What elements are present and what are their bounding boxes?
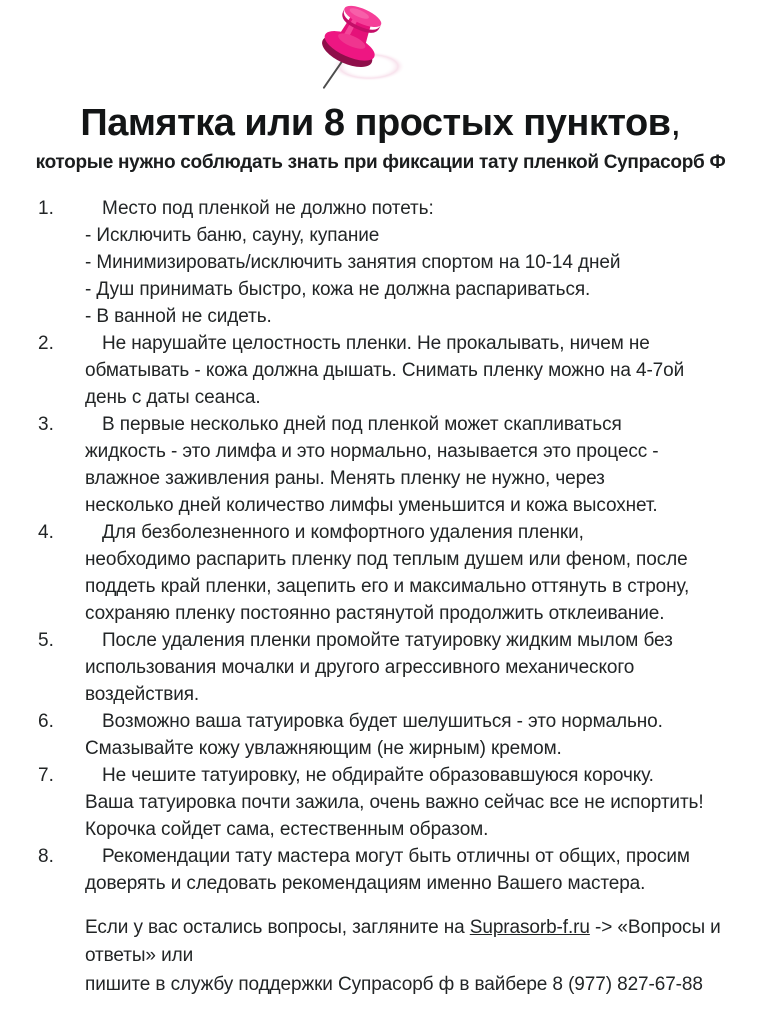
item-number: 6. xyxy=(38,710,54,732)
item-number: 3. xyxy=(38,413,54,435)
item-line: необходимо распарить пленку под теплым душем или феном, после xyxy=(85,548,688,570)
page-subtitle: которые нужно соблюдать знать при фиксации тату пленкой Супрасорб Ф xyxy=(35,151,726,173)
item-line: Место под пленкой не должно потеть: xyxy=(102,197,434,219)
list-item xyxy=(0,708,761,762)
memo-header xyxy=(0,102,761,174)
item-number: 8. xyxy=(38,845,54,867)
item-line: Смазывайте кожу увлажняющим (не жирным) кремом. xyxy=(85,737,562,759)
item-body xyxy=(85,708,761,762)
footer-text: -> «Вопросы и xyxy=(589,916,721,938)
item-line: использования мочалки и другого агрессивного механического xyxy=(85,656,635,678)
item-number: 4. xyxy=(38,521,54,543)
item-line: день с даты сеанса. xyxy=(85,386,261,408)
instructions-list xyxy=(0,195,761,897)
item-line: Для безболезненного и комфортного удаления пленки, xyxy=(102,521,584,543)
footer-text: Если у вас остались вопросы, загляните на xyxy=(85,916,470,938)
item-body xyxy=(85,627,761,708)
list-item xyxy=(0,627,761,708)
item-number: 5. xyxy=(38,629,54,651)
item-line: Рекомендации тату мастера могут быть отличны от общих, просим xyxy=(102,845,690,867)
footer-line xyxy=(85,914,761,943)
item-line: жидкость - это лимфа и это нормально, называется это процесс - xyxy=(85,440,659,462)
item-line: несколько дней количество лимфы уменьшится и кожа высохнет. xyxy=(85,494,658,516)
item-line: Не нарушайте целостность пленки. Не прокалывать, ничем не xyxy=(102,332,650,354)
pushpin-icon xyxy=(285,2,416,102)
page-title xyxy=(0,102,761,145)
item-number: 7. xyxy=(38,764,54,786)
item-line: - Душ принимать быстро, кожа не должна распариваться. xyxy=(85,278,591,300)
item-line: Возможно ваша татуировка будет шелушиться - это нормально. xyxy=(102,710,663,732)
memo-footer xyxy=(0,914,761,1000)
item-body xyxy=(85,195,761,330)
item-line: воздействия. xyxy=(85,683,200,705)
title-comma: , xyxy=(670,102,681,144)
item-body xyxy=(85,843,761,897)
item-line: обматывать - кожа должна дышать. Снимать пленку можно на 4-7ой xyxy=(85,359,685,381)
item-line: влажное заживления раны. Менять пленку не нужно, через xyxy=(85,467,605,489)
item-body xyxy=(85,411,761,519)
list-item xyxy=(0,411,761,519)
list-item xyxy=(0,330,761,411)
title-text: Памятка или 8 простых пунктов xyxy=(80,102,671,144)
item-line: После удаления пленки промойте татуировку жидким мылом без xyxy=(102,629,673,651)
item-number: 1. xyxy=(38,197,54,219)
item-line: Ваша татуировка почти зажила, очень важно сейчас все не испортить! xyxy=(85,791,704,813)
footer-line: ответы» или xyxy=(85,945,194,967)
item-line: - Исключить баню, сауну, купание xyxy=(85,224,380,246)
list-item xyxy=(0,843,761,897)
list-item xyxy=(0,762,761,843)
footer-line support-phone-line: пишите в службу поддержки Супрасорб ф в вайбере 8 (977) 827-67-88 xyxy=(85,973,703,995)
item-body xyxy=(85,519,761,627)
item-body xyxy=(85,330,761,411)
pushpin-decoration xyxy=(0,0,761,102)
item-line: Корочка сойдет сама, естественным образом. xyxy=(85,818,489,840)
item-line: доверять и следовать рекомендациям именно Вашего мастера. xyxy=(85,872,646,894)
list-item xyxy=(0,195,761,330)
list-item xyxy=(0,519,761,627)
item-line: поддеть край пленки, зацепить его и максимально оттянуть в строну, xyxy=(85,575,690,597)
website-link[interactable]: Suprasorb-f.ru xyxy=(469,916,590,938)
item-body xyxy=(85,762,761,843)
item-line: сохраняю пленку постоянно растянутой продолжить отклеивание. xyxy=(85,602,665,624)
item-line: Не чешите татуировку, не обдирайте образовавшуюся корочку. xyxy=(102,764,654,786)
item-line: В первые несколько дней под пленкой может скапливаться xyxy=(102,413,622,435)
item-number: 2. xyxy=(38,332,54,354)
item-line: - Минимизировать/исключить занятия спортом на 10-14 дней xyxy=(85,251,621,273)
item-line: - В ванной не сидеть. xyxy=(85,305,272,327)
